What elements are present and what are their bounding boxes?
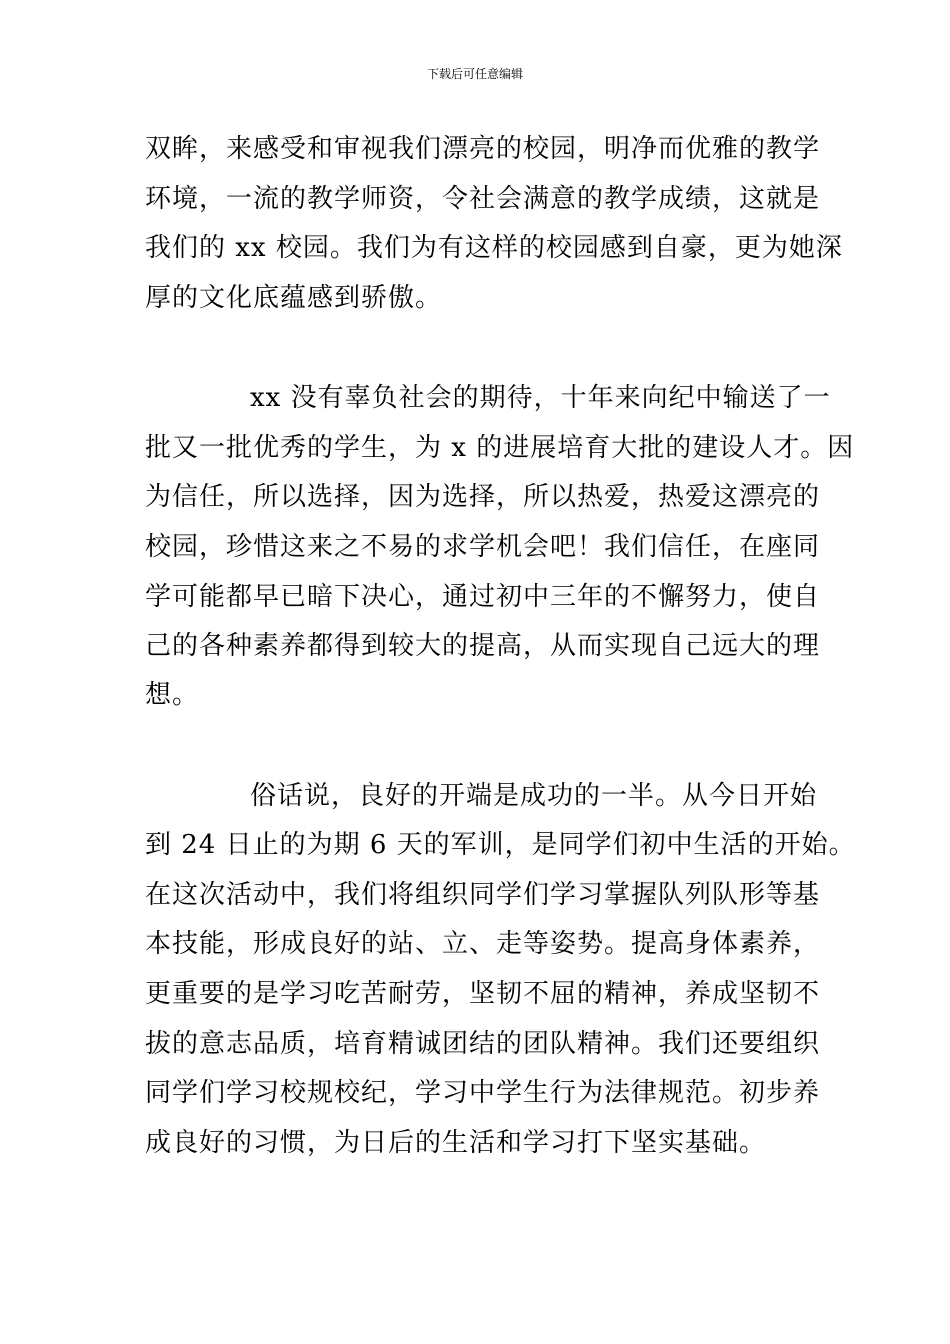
paragraph-line: 更重要的是学习吃苦耐劳，坚韧不屈的精神，养成坚韧不 bbox=[145, 979, 821, 1009]
paragraph-line: 到 24 日止的为期 6 天的军训，是同学们初中生活的开始。 bbox=[145, 830, 856, 860]
paragraph-line: 本技能，形成良好的站、立、走等姿势。提高身体素养， bbox=[145, 929, 821, 959]
paragraph-line: 俗话说，良好的开端是成功的一半。从今日开始 bbox=[250, 781, 818, 811]
paragraph-line: 环境，一流的教学师资，令社会满意的教学成绩，这就是 bbox=[145, 184, 821, 214]
paragraph-line: 双眸，来感受和审视我们漂亮的校园，明净而优雅的教学 bbox=[145, 134, 821, 164]
paragraph-line: 我们的 xx 校园。我们为有这样的校园感到自豪，更为她深 bbox=[145, 233, 843, 263]
paragraph-line: 学可能都早已暗下决心，通过初中三年的不懈努力，使自 bbox=[145, 582, 821, 612]
paragraph-line: 成良好的习惯，为日后的生活和学习打下坚实基础。 bbox=[145, 1128, 767, 1158]
paragraph-line: 厚的文化底蕴感到骄傲。 bbox=[145, 283, 443, 313]
paragraph-line: xx 没有辜负社会的期待，十年来向纪中输送了一 bbox=[250, 383, 831, 413]
paragraph-line: 同学们学习校规校纪，学习中学生行为法律规范。初步养 bbox=[145, 1078, 821, 1108]
paragraph-line: 批又一批优秀的学生，为 x 的进展培育大批的建设人才。因 bbox=[145, 433, 855, 463]
paragraph-line: 拔的意志品质，培育精诚团结的团队精神。我们还要组织 bbox=[145, 1029, 821, 1059]
paragraph-line: 在这次活动中，我们将组织同学们学习掌握队列队形等基 bbox=[145, 880, 821, 910]
paragraph-line: 为信任，所以选择，因为选择，所以热爱，热爱这漂亮的 bbox=[145, 482, 821, 512]
paragraph-line: 己的各种素养都得到较大的提高，从而实现自己远大的理 bbox=[145, 631, 821, 661]
paragraph-line: 想。 bbox=[145, 680, 200, 710]
paragraph-line: 校园，珍惜这来之不易的求学机会吧！我们信任，在座同 bbox=[145, 532, 821, 562]
header-note: 下载后可任意编辑 bbox=[426, 67, 523, 81]
